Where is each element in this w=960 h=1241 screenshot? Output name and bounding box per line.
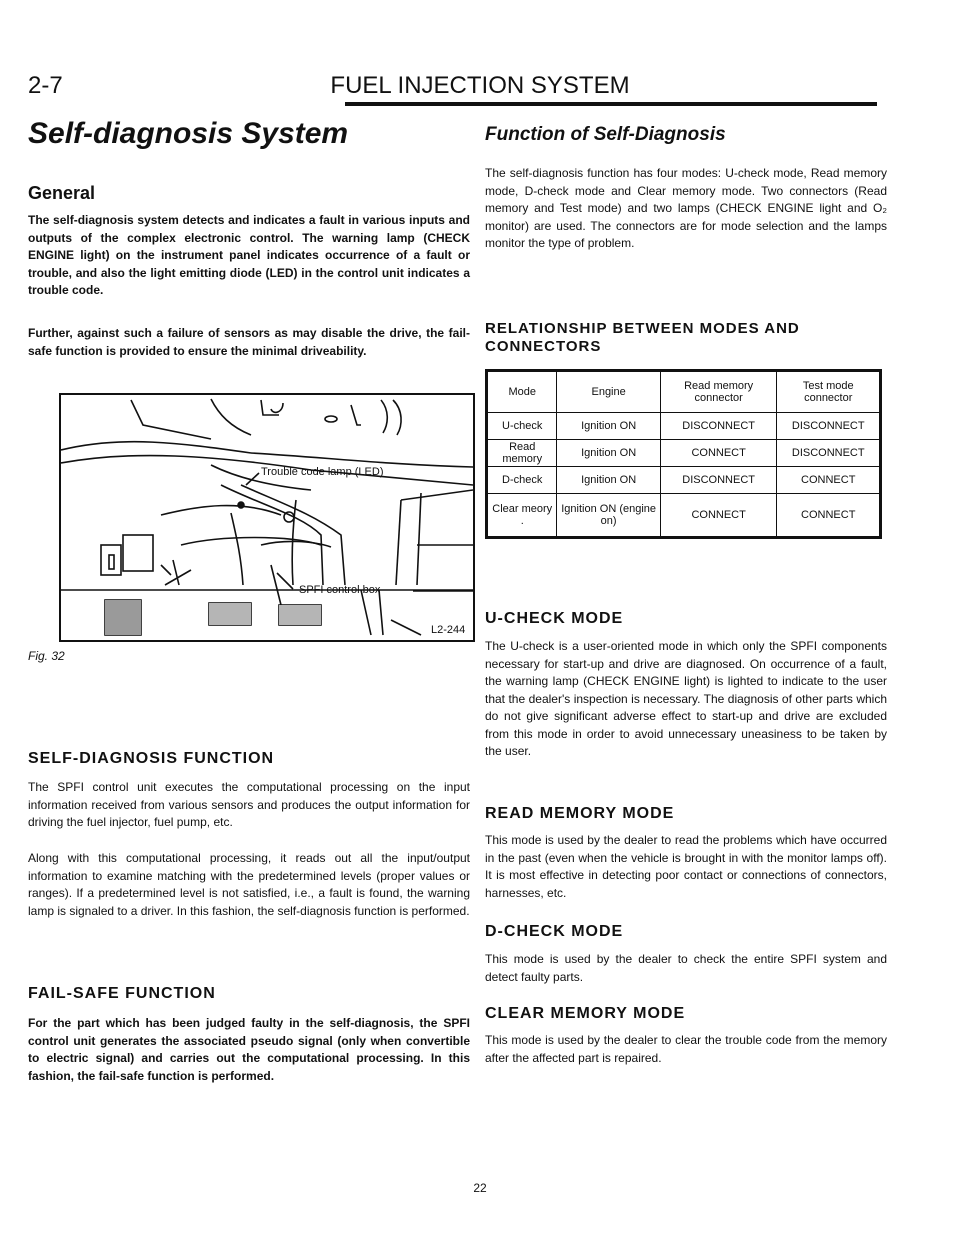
self-diagnosis-function-heading: SELF-DIAGNOSIS FUNCTION [28, 750, 275, 767]
u-check-heading: U-CHECK MODE [485, 610, 624, 627]
function-intro: The self-diagnosis function has four modes: U-check mode, Read memory mode, D-check mode and Clear memory mode. Two connectors (Read memory and Test mode) and two lamps (CHECK ENGINE light and O₂ monitor) are used. The connectors are for mode selection and the lamps monitor the type of problem. [485, 166, 887, 250]
table-cell: CONNECT [660, 494, 777, 538]
clear-memory-heading: CLEAR MEMORY MODE [485, 1005, 686, 1022]
modes-table [485, 369, 882, 539]
general-paragraph: The self-diagnosis system detects and indicates a fault in various inputs and outputs of the complex electronic control. The warning lamp (CHECK ENGINE light) on the instrument panel indicates occurrence of a fault or trouble, and also the light emitting diode (LED) in the control unit indicates a trouble code. [28, 213, 470, 297]
table-row [487, 494, 881, 538]
clear-memory-paragraph: This mode is used by the dealer to clear the trouble code from the memory after the affected part is repaired. [485, 1033, 887, 1065]
led-label: Trouble code lamp (LED) [261, 466, 384, 478]
table-cell: DISCONNECT [777, 440, 881, 467]
table-cell: CONNECT [777, 494, 881, 538]
table-cell: Read memory [487, 440, 557, 467]
fail-safe-heading: FAIL-SAFE FUNCTION [28, 985, 216, 1002]
d-check-heading: D-CHECK MODE [485, 923, 624, 940]
table-header: Read memory connector [660, 371, 777, 413]
table-cell: Ignition ON [557, 413, 660, 440]
read-memory-paragraph: This mode is used by the dealer to read the problems which have occurred in the past (even when the vehicle is brought in with the monitor lamps off). It is most effective in detecting poor contact or connections of connectors, harnesses, etc. [485, 833, 887, 900]
dashboard-figure [59, 393, 475, 642]
table-cell: Clear meory . [487, 494, 557, 538]
table-cell: CONNECT [660, 440, 777, 467]
dashboard-illustration [61, 395, 473, 640]
table-cell: DISCONNECT [777, 413, 881, 440]
general-paragraph-2: Further, against such a failure of sensors as may disable the drive, the fail-safe function is provided to ensure the minimal driveability. [28, 326, 470, 358]
table-row [487, 440, 881, 467]
fail-safe-paragraph: For the part which has been judged faulty in the self-diagnosis, the SPFI control unit generates the associated pseudo signal (only when convertible to electric signal) and carries out the computational processing. In this fashion, the fail-safe function is performed. [28, 1016, 470, 1083]
table-header: Mode [487, 371, 557, 413]
header-rule [345, 102, 877, 106]
figure-caption: Fig. 32 [28, 649, 65, 663]
relationship-heading-line2: CONNECTORS [485, 338, 602, 355]
section-number: 2-7 [28, 72, 63, 99]
table-cell: CONNECT [777, 467, 881, 494]
page-header-title: FUEL INJECTION SYSTEM [330, 72, 630, 99]
table-cell: Ignition ON [557, 440, 660, 467]
table-header: Test mode connector [777, 371, 881, 413]
self-diagnosis-function-paragraph: The SPFI control unit executes the computational processing on the input information received from various sensors and produces the output information for driving the fuel injector, fuel pump, etc. [28, 780, 470, 829]
table-row [487, 467, 881, 494]
table-header: Engine [557, 371, 660, 413]
figure-code: L2-244 [431, 624, 466, 636]
table-cell: DISCONNECT [660, 467, 777, 494]
table-cell: Ignition ON [557, 467, 660, 494]
table-cell: Ignition ON (engine on) [557, 494, 660, 538]
table-row [487, 413, 881, 440]
d-check-paragraph: This mode is used by the dealer to check the entire SPFI system and detect faulty parts. [485, 952, 887, 984]
table-header-row [487, 371, 881, 413]
function-title: Function of Self-Diagnosis [485, 124, 726, 145]
control-box-label: SPFI control box [299, 584, 381, 596]
general-heading: General [28, 183, 96, 203]
page-number: 22 [473, 1181, 487, 1195]
relationship-heading-line1: RELATIONSHIP BETWEEN MODES AND [485, 320, 800, 337]
table-cell: U-check [487, 413, 557, 440]
section-title: Self-diagnosis System [28, 117, 349, 150]
table-cell: D-check [487, 467, 557, 494]
self-diagnosis-function-paragraph-2: Along with this computational processing, it reads out all the input/output information to examine matching with the predetermined levels (proper values or ranges). If a predetermined level is not satisfied, i.e., a fault is found, the warning lamp is signaled to a driver. In this fashion, the self-diagnosis function is performed. [28, 851, 470, 918]
u-check-paragraph: The U-check is a user-oriented mode in which only the SPFI components necessary for start-up and drive are diagnosed. On occurrence of a fault, the warning lamp (CHECK ENGINE light) is lighted to indicate to the user that the dealer's inspection is necessary. The diagnosis of other parts which do not give significant adverse effect to start-up and drive are excluded from this mode in order to avoid unnecessary uneasiness to be taken by the user. [485, 639, 887, 758]
read-memory-heading: READ MEMORY MODE [485, 805, 675, 822]
table-cell: DISCONNECT [660, 413, 777, 440]
